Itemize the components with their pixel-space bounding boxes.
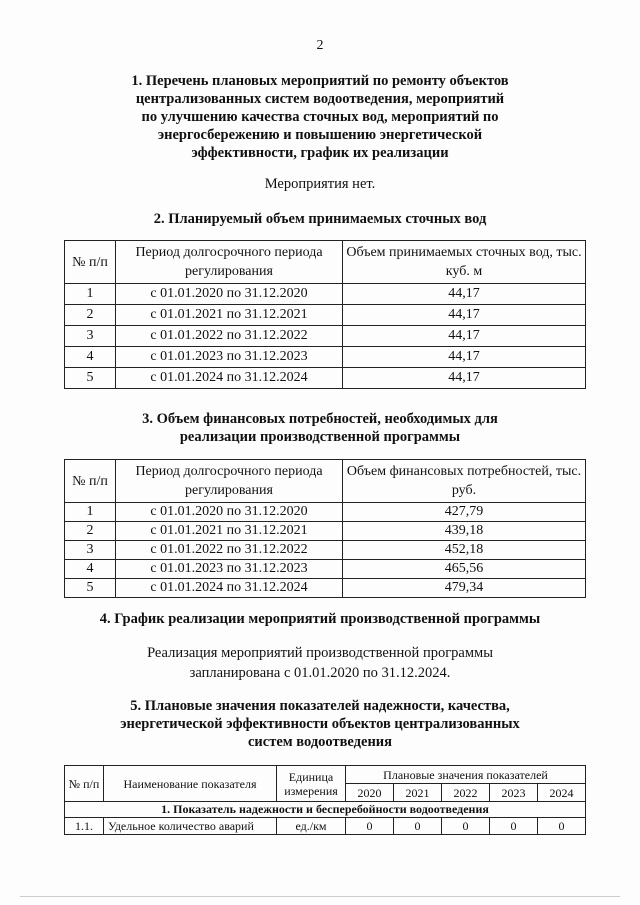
financial-needs-table [64, 459, 586, 598]
row-period: с 01.01.2020 по 31.12.2020 [116, 503, 343, 522]
section5-heading-line: энергетической эффективности объектов централизованных [120, 716, 520, 732]
row-period: с 01.01.2022 по 31.12.2022 [116, 326, 343, 347]
page-number: 2 [316, 38, 324, 53]
row-number: 1 [65, 284, 116, 305]
year-header: 2024 [537, 784, 585, 802]
column-header-number: № п/п [65, 766, 104, 802]
section4-text-line: запланирована с 01.01.2020 по 31.12.2024. [189, 665, 451, 681]
section1-note: Мероприятия нет. [264, 176, 376, 192]
year-header: 2020 [346, 784, 394, 802]
table-header-row [65, 460, 586, 503]
column-header-period: Период долгосрочного периода регулирования [116, 241, 343, 284]
row-period: с 01.01.2020 по 31.12.2020 [116, 284, 343, 305]
row-value: 452,18 [343, 541, 586, 560]
page-bottom-divider [20, 896, 620, 897]
row-value: 465,56 [343, 560, 586, 579]
row-value: 0 [346, 818, 394, 835]
row-value: 0 [441, 818, 489, 835]
row-value: 427,79 [343, 503, 586, 522]
row-period: с 01.01.2021 по 31.12.2021 [116, 305, 343, 326]
section4-heading: 4. График реализации мероприятий производственной программы [99, 611, 541, 627]
table-row [65, 579, 586, 598]
section1-heading-line: 1. Перечень плановых мероприятий по ремонту объектов [131, 73, 509, 89]
row-number: 3 [65, 326, 116, 347]
year-header: 2023 [489, 784, 537, 802]
row-period: с 01.01.2022 по 31.12.2022 [116, 541, 343, 560]
year-header: 2021 [393, 784, 441, 802]
table-row [65, 503, 586, 522]
section3-heading-line: 3. Объем финансовых потребностей, необходимых для [142, 411, 498, 427]
table-row [65, 368, 586, 389]
row-value: 0 [393, 818, 441, 835]
row-period: с 01.01.2021 по 31.12.2021 [116, 522, 343, 541]
row-value: 439,18 [343, 522, 586, 541]
wastewater-volume-table [64, 240, 586, 389]
section4-text [0, 643, 640, 683]
row-number: 2 [65, 522, 116, 541]
table-row [65, 818, 586, 835]
column-header-number: № п/п [65, 241, 116, 284]
row-value: 0 [489, 818, 537, 835]
row-number: 5 [65, 368, 116, 389]
section1-heading-line: по улучшению качества сточных вод, мероприятий по [141, 109, 499, 125]
row-number: 1 [65, 503, 116, 522]
table-row [65, 305, 586, 326]
row-indicator-name: Удельное количество аварий [104, 818, 277, 835]
section4-text-line: Реализация мероприятий производственной программы [147, 645, 493, 661]
indicators-table [64, 765, 586, 835]
section1-heading-line: централизованных систем водоотведения, мероприятий [135, 91, 505, 107]
section1-heading-line: эффективности, график их реализации [191, 145, 449, 161]
table-header-row [65, 766, 586, 784]
row-value: 44,17 [343, 326, 586, 347]
table-row [65, 560, 586, 579]
row-period: с 01.01.2023 по 31.12.2023 [116, 560, 343, 579]
table-row [65, 347, 586, 368]
row-value: 479,34 [343, 579, 586, 598]
row-number: 4 [65, 347, 116, 368]
table-header-row [65, 241, 586, 284]
column-header-plan: Плановые значения показателей [346, 766, 586, 784]
row-number: 5 [65, 579, 116, 598]
row-number: 3 [65, 541, 116, 560]
row-number: 4 [65, 560, 116, 579]
row-value: 44,17 [343, 305, 586, 326]
section5-heading-line: систем водоотведения [247, 734, 393, 750]
column-header-number: № п/п [65, 460, 116, 503]
section1-heading-line: энергосбережению и повышению энергетической [157, 127, 483, 143]
row-period: с 01.01.2024 по 31.12.2024 [116, 368, 343, 389]
section5-heading [0, 697, 640, 751]
row-period: с 01.01.2023 по 31.12.2023 [116, 347, 343, 368]
table-row [65, 522, 586, 541]
section2-heading: 2. Планируемый объем принимаемых сточных вод [153, 211, 487, 227]
row-value: 44,17 [343, 284, 586, 305]
column-header-finance: Объем финансовых потребностей, тыс. руб. [343, 460, 586, 503]
section3-heading-line: реализации производственной программы [179, 429, 461, 445]
row-value: 0 [537, 818, 585, 835]
column-header-period: Период долгосрочного периода регулирования [116, 460, 343, 503]
row-value: 44,17 [343, 368, 586, 389]
row-period: с 01.01.2024 по 31.12.2024 [116, 579, 343, 598]
column-header-name: Наименование показателя [104, 766, 277, 802]
section3-heading [0, 410, 640, 446]
row-number: 1.1. [65, 818, 104, 835]
section1-heading [0, 72, 640, 162]
table-row [65, 541, 586, 560]
year-header: 2022 [441, 784, 489, 802]
table-row [65, 284, 586, 305]
section5-heading-line: 5. Плановые значения показателей надежности, качества, [130, 698, 510, 714]
column-header-volume: Объем принимаемых сточных вод, тыс. куб. м [343, 241, 586, 284]
row-value: 44,17 [343, 347, 586, 368]
row-unit: ед./км [277, 818, 346, 835]
subsection-title: 1. Показатель надежности и бесперебойности водоотведения [65, 802, 586, 818]
column-header-unit: Единица измерения [277, 766, 346, 802]
table-section-row [65, 802, 586, 818]
table-row [65, 326, 586, 347]
row-number: 2 [65, 305, 116, 326]
